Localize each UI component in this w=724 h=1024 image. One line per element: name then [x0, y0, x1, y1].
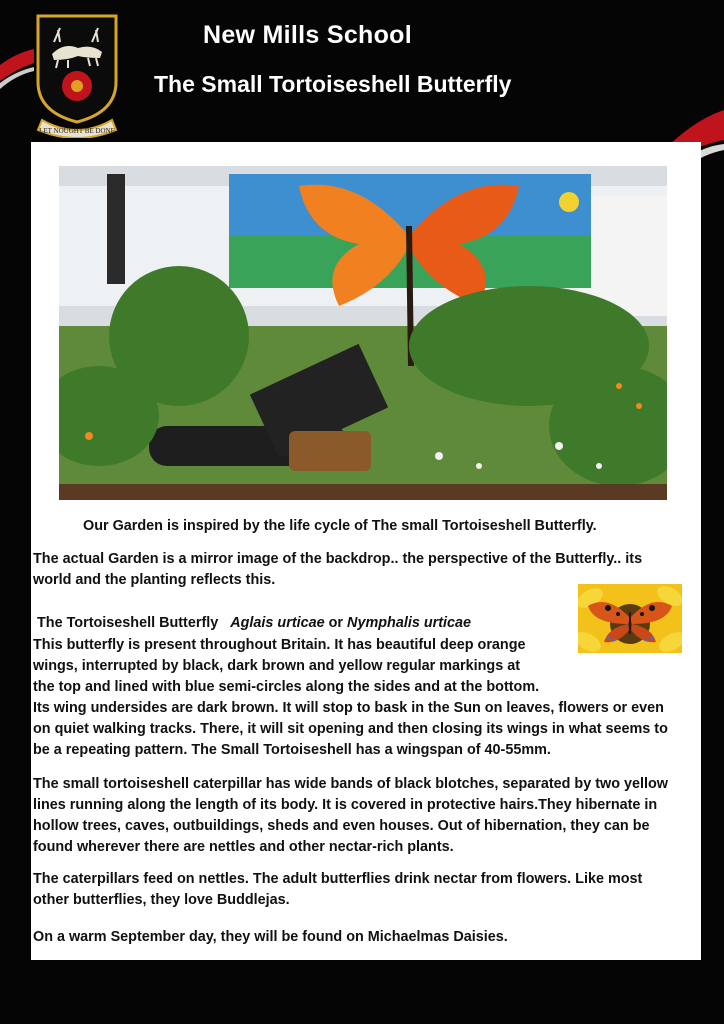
page-header	[0, 0, 724, 140]
paragraph-caterpillar: The small tortoiseshell caterpillar has wide bands of black blotches, separated by two yellow lines running along the length of its body. It is covered in protective hairs.They hibernate in hollow trees, caves, outbuildings, sheds and even houses. Out of hibernation, they can be found wherever there are nettles and other nectar-rich plants.	[33, 776, 668, 855]
content-panel	[31, 142, 701, 960]
school-name: New Mills School	[203, 21, 412, 49]
species-common-name: The Tortoiseshell Butterfly	[37, 615, 219, 631]
paragraph-garden: The actual Garden is a mirror image of the backdrop.. the perspective of the Butterfly.. its world and the planting reflects this.	[33, 551, 643, 588]
red-swoosh-decoration	[0, 45, 34, 95]
species-heading	[37, 615, 471, 631]
intro-heading: Our Garden is inspired by the life cycle of The small Tortoiseshell Butterfly.	[83, 518, 597, 534]
garden-photo	[59, 166, 667, 500]
species-latin-name: Aglais urticae	[230, 615, 325, 631]
paragraph-september: On a warm September day, they will be found on Michaelmas Daisies.	[33, 929, 508, 945]
paragraph-description	[33, 635, 675, 761]
butterfly-photo	[578, 584, 682, 653]
species-or: or	[328, 615, 344, 631]
page-title: The Small Tortoiseshell Butterfly	[154, 71, 512, 97]
school-crest-logo	[34, 12, 120, 138]
species-latin-name-alt: Nymphalis urticae	[347, 615, 472, 631]
paragraph-feeding: The caterpillars feed on nettles. The adult butterflies drink nectar from flowers. Like most other butterflies, they love Buddlejas.	[33, 871, 643, 908]
crest-motto: LET NOUGHT BE DONE	[39, 127, 115, 135]
paragraph-description-text: This butterfly is present throughout Britain. It has beautiful deep orange wings, interrupted by black, dark brown and yellow regular markings at the top and lined with blue semi-circles along the sides and at the bottom. Its wing undersides are dark brown. It will stop to bask in the Sun on leaves, flowers or even on quiet walking tracks. There, it will sit opening and then closing its wings in what seems to be a repeating pattern. The Small Tortoiseshell has a wingspan of 40-55mm.	[33, 637, 668, 758]
